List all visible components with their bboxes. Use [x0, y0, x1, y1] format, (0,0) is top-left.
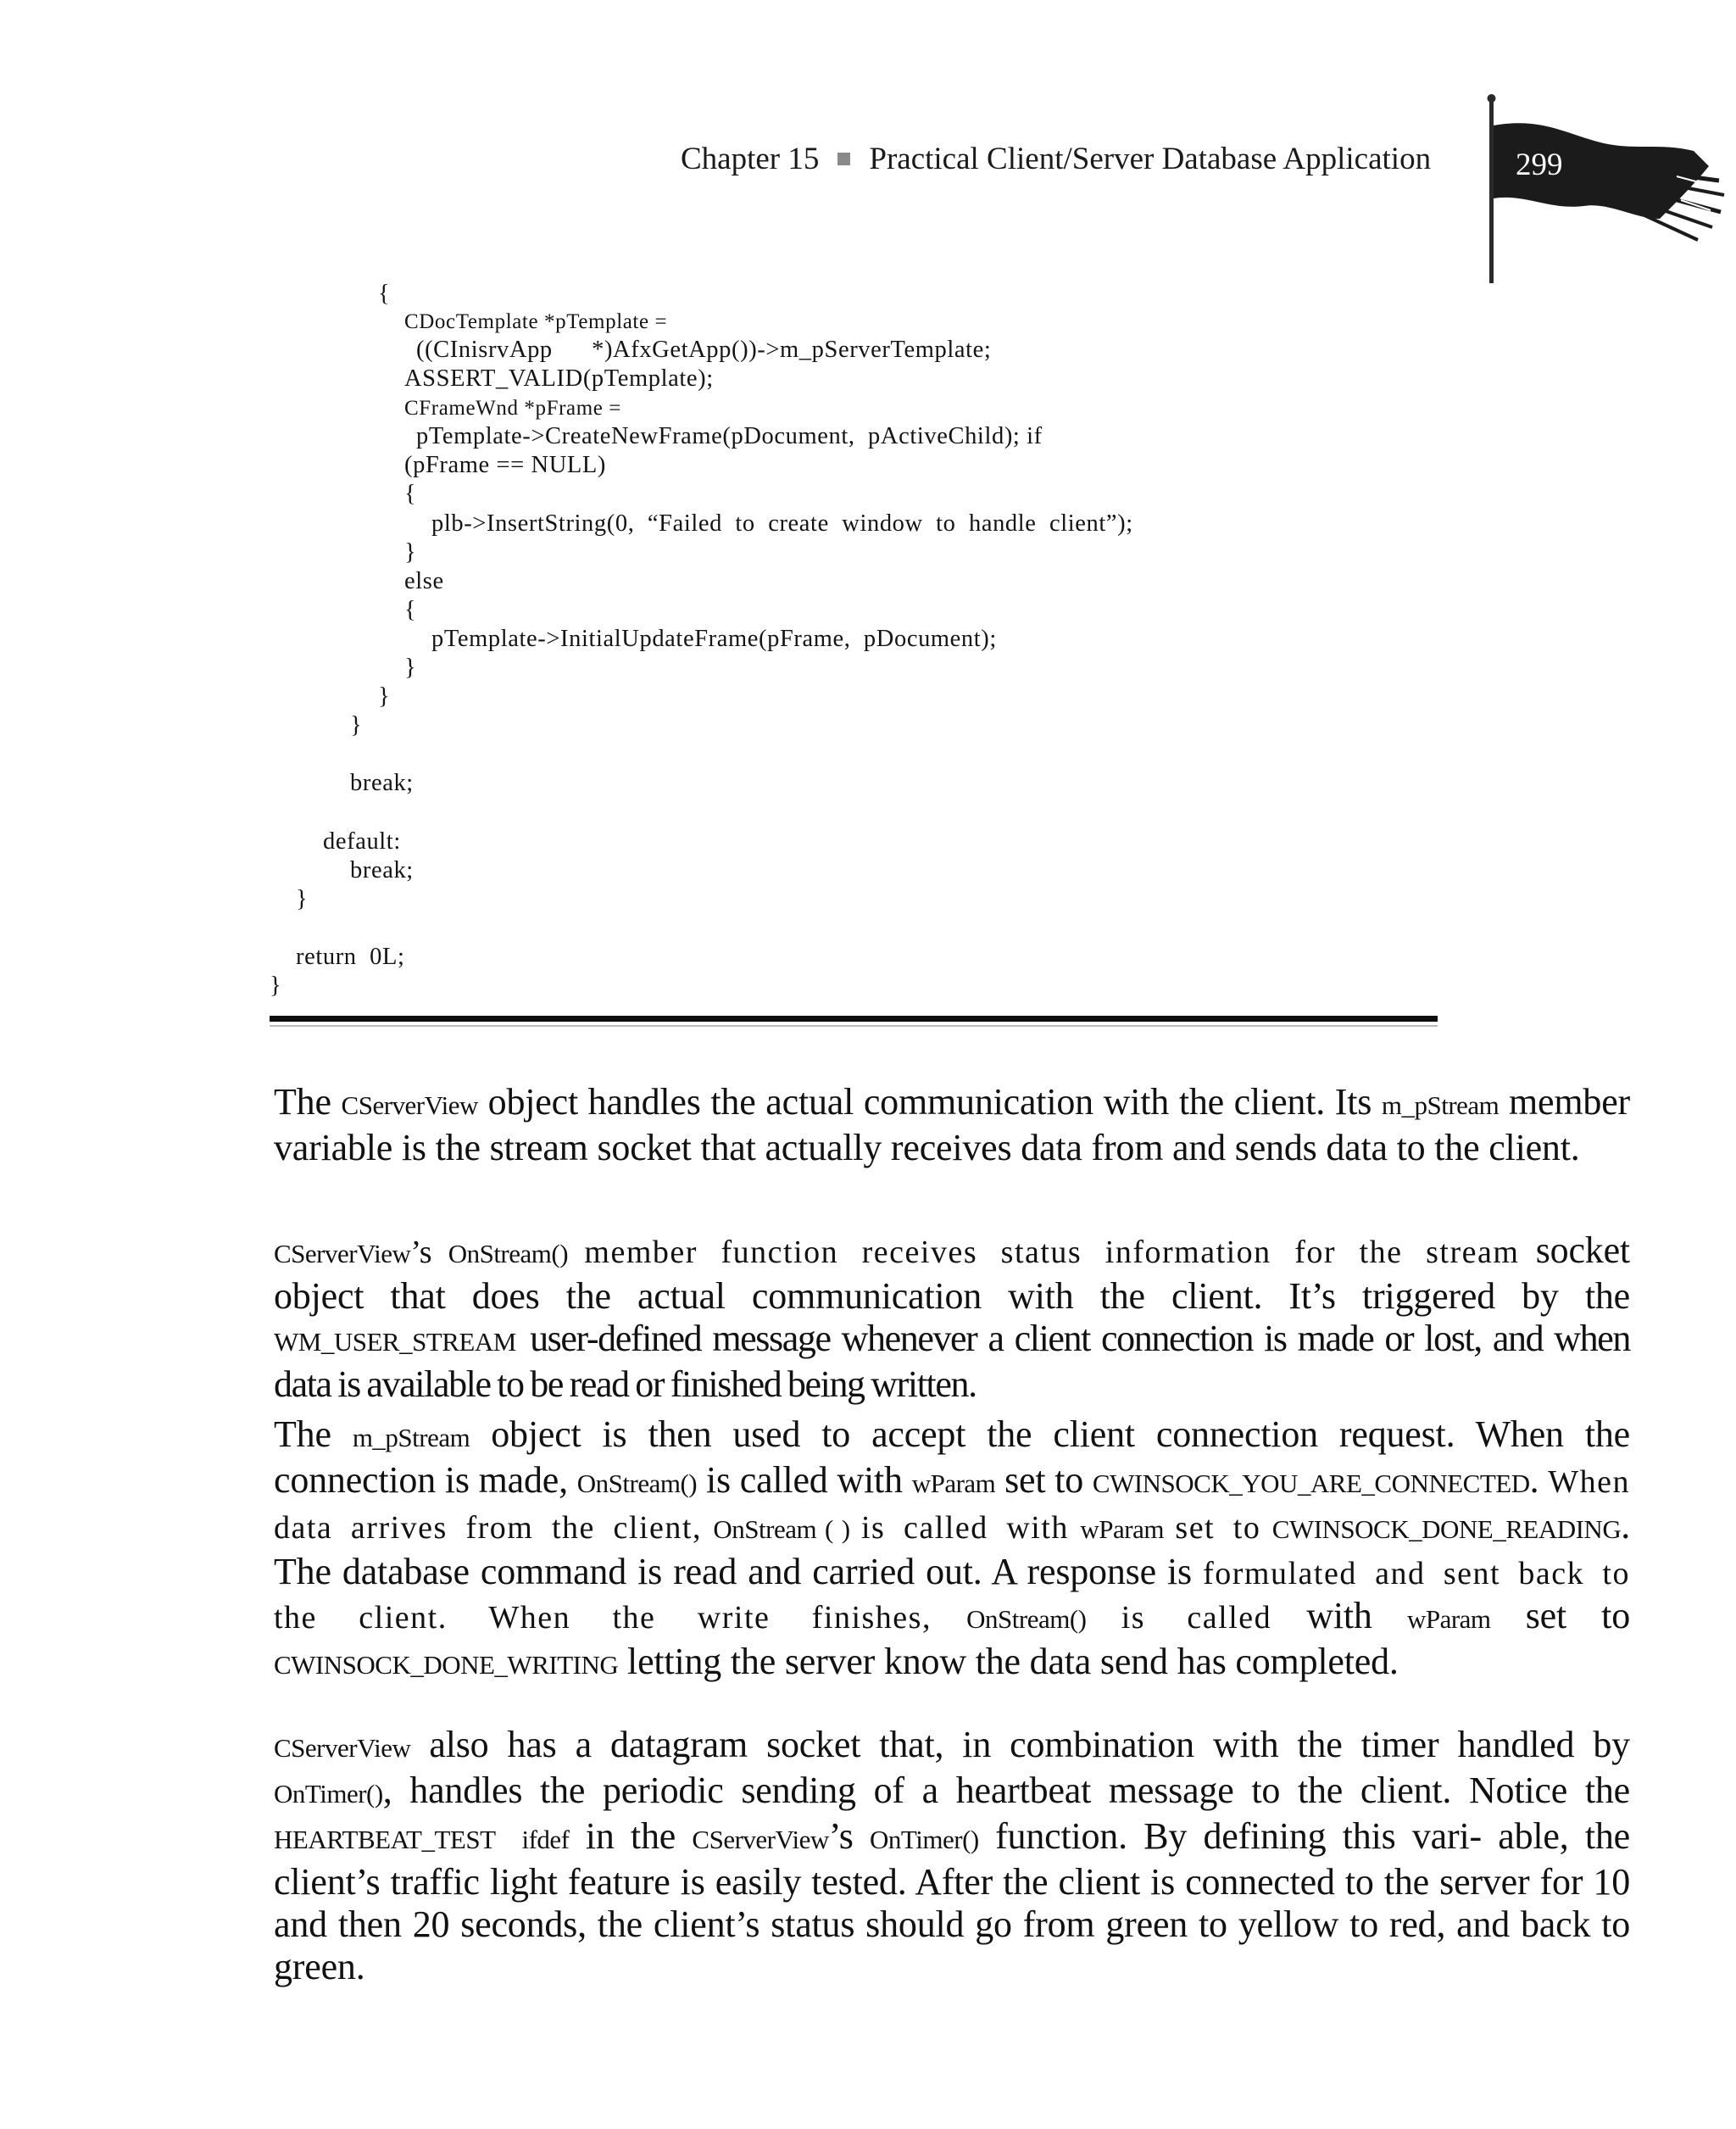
text-run: set to — [1525, 1595, 1630, 1636]
code-reference: CWINSOCK_YOU_ARE_CONNECTED — [1092, 1469, 1530, 1498]
code-line: break; — [350, 857, 414, 883]
code-reference: WM_USER_STREAM — [274, 1327, 516, 1357]
code-line: } — [296, 886, 309, 912]
code-line: { — [378, 281, 391, 307]
code-reference: CServerView — [341, 1090, 478, 1120]
code-line: pTemplate->CreateNewFrame(pDocument, pActiveChild); if — [416, 423, 1043, 449]
text-run: with — [1306, 1595, 1372, 1636]
code-reference: OnStream() — [448, 1239, 569, 1268]
code-line: ((CInisrvApp *)AfxGetApp())->m_pServerTemplate; — [416, 337, 992, 363]
chapter-label: Chapter 15 — [681, 142, 820, 176]
text-run: ’s — [410, 1234, 432, 1270]
text-run: socket object that does the actual communication with the client. It’s triggered by the — [274, 1229, 1630, 1317]
text-run: member function receives status information for the stream — [584, 1234, 1520, 1270]
text-run: ’s — [828, 1815, 854, 1857]
code-line: return 0L; — [296, 944, 405, 970]
code-line: { — [404, 597, 417, 623]
paragraph-cserverview-object — [274, 1081, 1630, 1169]
code-line: CDocTemplate *pTemplate = — [404, 310, 668, 333]
paragraph-mpstream-accept — [274, 1413, 1630, 1686]
code-line: { — [404, 481, 417, 507]
code-reference: m_pStream — [352, 1423, 470, 1452]
code-reference: m_pStream — [1381, 1090, 1500, 1120]
text-run: The — [274, 1413, 331, 1455]
code-end-rule-shadow — [270, 1025, 1438, 1027]
code-reference: CServerView — [692, 1825, 829, 1854]
code-line: } — [350, 712, 363, 738]
text-run: is called — [1121, 1600, 1272, 1636]
code-line: } — [404, 539, 417, 566]
text-run: member variable is the stream socket that actually receives data from and sends data to the client. — [274, 1081, 1630, 1168]
text-run: object is then used to accept the client connection request. When the connection is made, — [274, 1413, 1630, 1501]
code-line: } — [270, 973, 282, 999]
text-run: formulated and sent back to the client. When the write finishes, — [274, 1556, 1630, 1636]
code-reference: OnStream() — [576, 1469, 698, 1498]
text-run: letting the server know the data send has completed. — [627, 1641, 1399, 1682]
code-line: (pFrame == NULL) — [404, 452, 607, 478]
text-run: function. By defining this vari- — [995, 1815, 1482, 1857]
text-run: is called with — [705, 1459, 903, 1501]
text-run: . The database command is read and carried out. A response is — [274, 1505, 1631, 1592]
text-run: able, the client’s traffic light feature is easily tested. After the client is connected to the server for 10 and then 20 seconds, the client’s status should go from green to yellow to red, and back to green. — [274, 1815, 1630, 1987]
chapter-title: Practical Client/Server Database Application — [869, 142, 1432, 176]
text-run: When data arrives from the client, — [274, 1464, 1631, 1546]
paragraph-datagram-heartbeat — [274, 1724, 1630, 1988]
page-number: 299 — [1516, 148, 1563, 182]
text-run: . — [1529, 1459, 1539, 1501]
text-run: user-defined message whenever a client connection is made or lost, and when data is available to be read or finished being written. — [274, 1318, 1630, 1405]
code-reference: wParam — [911, 1469, 996, 1498]
code-reference: HEARTBEAT_TEST ifdef — [274, 1825, 570, 1854]
text-run: set to — [1175, 1510, 1261, 1546]
code-line: pTemplate->InitialUpdateFrame(pFrame, pDocument); — [431, 626, 997, 652]
code-line: ASSERT_VALID(pTemplate); — [404, 365, 714, 392]
text-run: The — [274, 1081, 331, 1123]
code-line: } — [378, 683, 391, 710]
text-run: also has a datagram socket that, in combination with the timer handled by — [429, 1724, 1630, 1765]
code-reference: wParam — [1080, 1514, 1164, 1544]
paragraph-onstream-function — [274, 1229, 1630, 1406]
code-reference: OnTimer() — [274, 1779, 383, 1809]
text-run: , handles the periodic sending of a heartbeat message to the client. Notice the — [382, 1770, 1630, 1811]
code-line: default: — [323, 828, 401, 855]
code-reference: CWINSOCK_DONE_READING — [1271, 1514, 1622, 1544]
code-reference: wParam — [1406, 1604, 1491, 1634]
text-run: in the — [585, 1815, 676, 1857]
code-line: else — [404, 568, 444, 594]
text-run: object handles the actual communication with the client. Its — [487, 1081, 1372, 1123]
code-line: CFrameWnd *pFrame = — [404, 397, 622, 420]
code-reference: OnTimer() — [870, 1825, 979, 1854]
code-reference: CWINSOCK_DONE_WRITING — [274, 1650, 619, 1680]
code-reference: OnStream() — [966, 1604, 1087, 1634]
code-reference: CServerView — [274, 1239, 411, 1268]
code-line: break; — [350, 770, 414, 796]
code-line: } — [404, 655, 417, 681]
code-end-rule — [270, 1016, 1438, 1022]
text-run: is called with — [861, 1510, 1069, 1546]
code-reference: CServerView — [274, 1733, 411, 1763]
code-line: plb->InsertString(0, “Failed to create window to handle client”); — [431, 510, 1133, 537]
code-reference: OnStream ( ) — [713, 1514, 850, 1544]
text-run: set to — [1004, 1459, 1084, 1501]
waving-flag-icon — [1439, 92, 1728, 288]
